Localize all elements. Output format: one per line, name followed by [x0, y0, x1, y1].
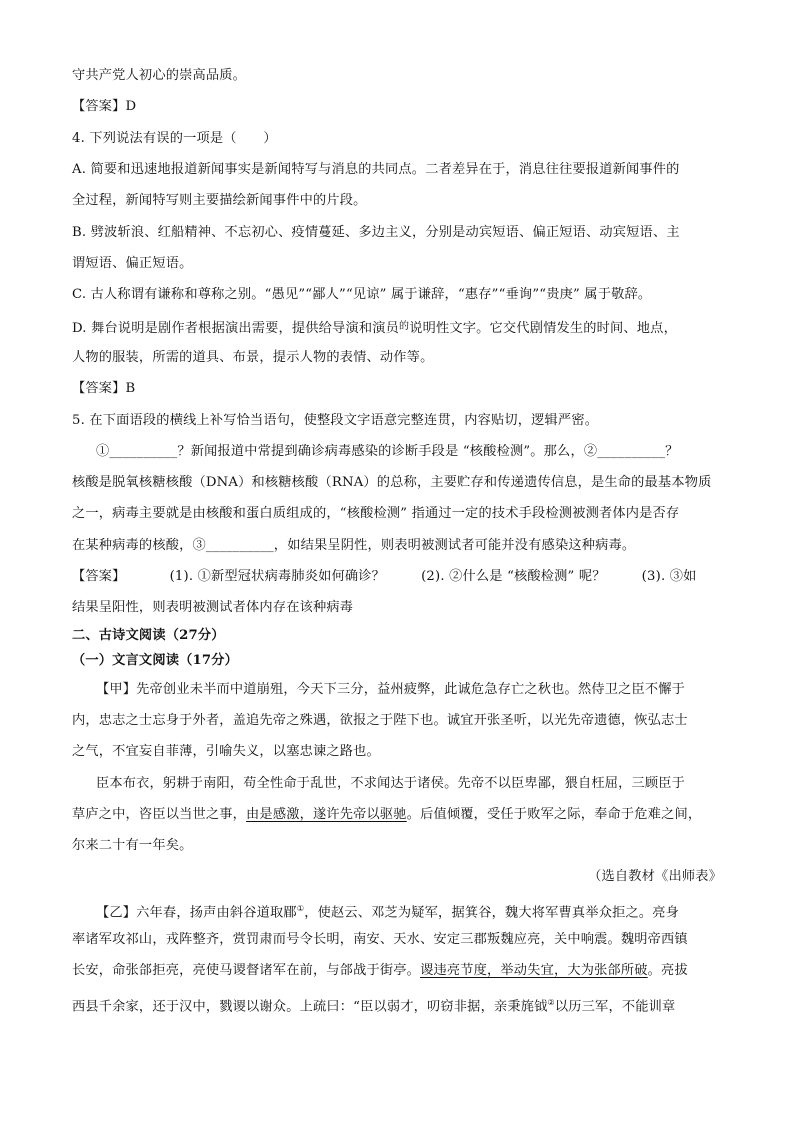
answer-5-part-1: (1). ①新型冠状病毒肺炎如何确诊？ — [169, 569, 386, 584]
option-a-line-1: A. 简要和迅速地报道新闻事实是新闻特写与消息的共同点。二者差异在于，消息往往要报道新闻事件的 — [72, 162, 680, 177]
passage-text: 。亮拔 — [647, 963, 688, 978]
option-d-text-a: D. 舞台说明是剧作者根据演出需要，提供给导演和演员 — [72, 321, 399, 336]
section-heading: 二、古诗文阅读（27分） — [72, 628, 225, 643]
source-citation: （选自教材《出师表》 — [588, 869, 722, 884]
answer-label: 【答案】 — [72, 569, 126, 584]
q5-paragraph-line-4: 在某种病毒的核酸，③__________，如结果呈阴性，则表明被测试者可能并没有感染这种病毒。 — [72, 538, 636, 553]
q5-paragraph-line-2: 核酸是脱氧核糖核酸（DNA）和核糖核酸（RNA）的总称，主要贮存和传递遗传信息，是生命的最基本物质 — [72, 475, 712, 490]
question-5: 5. 在下面语段的横线上补写恰当语句，使整段文字语意完整连贯，内容贴切，逻辑严密。 — [72, 413, 599, 428]
q5-paragraph-line-1: ①__________？新闻报道中常提到确诊病毒感染的诊断手段是 “核酸检测”。那么，②__________？ — [96, 444, 679, 459]
option-b-line-2: 谓短语、偏正短语。 — [72, 256, 193, 271]
footnote-marker: ① — [296, 904, 305, 913]
text-line: 守共产党人初心的崇高品质。 — [72, 68, 247, 83]
passage-yi-line-1 — [96, 899, 679, 923]
q5-paragraph-line-3: 之一，病毒主要就是由核酸和蛋白质组成的，“核酸检测” 指通过一定的技术手段检测被测者体内是否存 — [72, 506, 680, 521]
passage-jia-line-3: 之气，不宜妄自菲薄，引喻失义，以塞忠谏之路也。 — [72, 744, 380, 759]
passage-text: 长安，命张郃拒亮，亮使马谡督诸军在前，与郃战于街亭。 — [72, 963, 421, 978]
passage-text: 草庐之中，咨臣以当世之事， — [72, 807, 247, 822]
option-d-line-1 — [72, 317, 677, 339]
answer-5-part-2: (2). ②什么是 “核酸检测” 呢？ — [421, 569, 606, 584]
passage-yi-line-2: 率诸军攻祁山，戎阵整齐，赏罚肃而号令长明，南安、天水、安定三郡叛魏应亮，关中响震。魏明帝西镇 — [72, 932, 688, 947]
passage-jia-line-6: 尔来二十有一年矣。 — [72, 838, 193, 853]
subsection-heading: （一）文言文阅读（17分） — [72, 653, 239, 668]
passage-yi-line-4 — [72, 993, 675, 1017]
answer-line: 【答案】D — [72, 99, 137, 114]
option-d-text-b: 说明性文字。它交代剧情发生的时间、地点， — [409, 321, 677, 336]
footnote-marker: ② — [547, 998, 555, 1007]
option-b-line-1: B. 劈波斩浪、红船精神、不忘初心、疫情蔓延、多边主义，分别是动宾短语、偏正短语、动宾短语、主 — [72, 225, 680, 240]
underlined-sentence: 谡违亮节度，举动失宜，大为张郃所破 — [420, 963, 648, 978]
answer-line: 【答案】B — [72, 381, 136, 396]
option-d-line-2: 人物的服装，所需的道具、布景，提示人物的表情、动作等。 — [72, 350, 434, 365]
answer-5-line-1 — [72, 567, 697, 587]
question-4: 4. 下列说法有误的一项是（ ） — [72, 131, 277, 146]
answer-5-line-2: 结果呈阳性，则表明被测试者体内存在该种病毒 — [72, 600, 354, 615]
option-c: C. 古人称谓有谦称和尊称之别。“愚见”“鄙人”“见谅” 属于谦辞，“惠存”“垂询”“贵庚” 属于敬辞。 — [72, 287, 652, 302]
passage-jia-line-5 — [72, 805, 701, 825]
passage-text: 【乙】六年春，扬声由斜谷道取郿 — [96, 905, 297, 921]
passage-yi-line-3 — [72, 961, 688, 981]
passage-jia-line-4: 臣本布衣，躬耕于南阳，苟全性命于乱世，不求闻达于诸侯。先帝不以臣卑鄙，猥自枉屈，三顾臣于 — [96, 776, 686, 791]
passage-text: 以历三军，不能训章 — [554, 999, 676, 1015]
passage-jia-line-1: 【甲】先帝创业未半而中道崩殂，今天下三分，益州疲弊，此诚危急存亡之秋也。然侍卫之臣不懈于 — [96, 682, 686, 697]
passage-jia-line-2: 内，忠志之士忘身于外者，盖追先帝之殊遇，欲报之于陛下也。诚宜开张圣听，以光先帝遗德，恢弘志士 — [72, 713, 688, 728]
passage-text: 西县千余家，还于汉中，戮谡以谢众。上疏曰：“臣以弱才，叨窃非据，亲秉旄钺 — [72, 999, 548, 1015]
option-a-line-2: 全过程，新闻特写则主要描绘新闻事件中的片段。 — [72, 193, 367, 208]
underlined-sentence: 由是感激，遂许先帝以驱驰 — [246, 807, 407, 822]
answer-5-part-3: (3). ③如 — [641, 569, 697, 584]
passage-text: 。后值倾覆，受任于败军之际，奉命于危难之间， — [406, 807, 702, 822]
option-d-small-char: 的 — [399, 321, 410, 332]
passage-text: ，使赵云、邓芝为疑军，据箕谷，魏大将军曹真举众拒之。亮身 — [304, 905, 680, 921]
